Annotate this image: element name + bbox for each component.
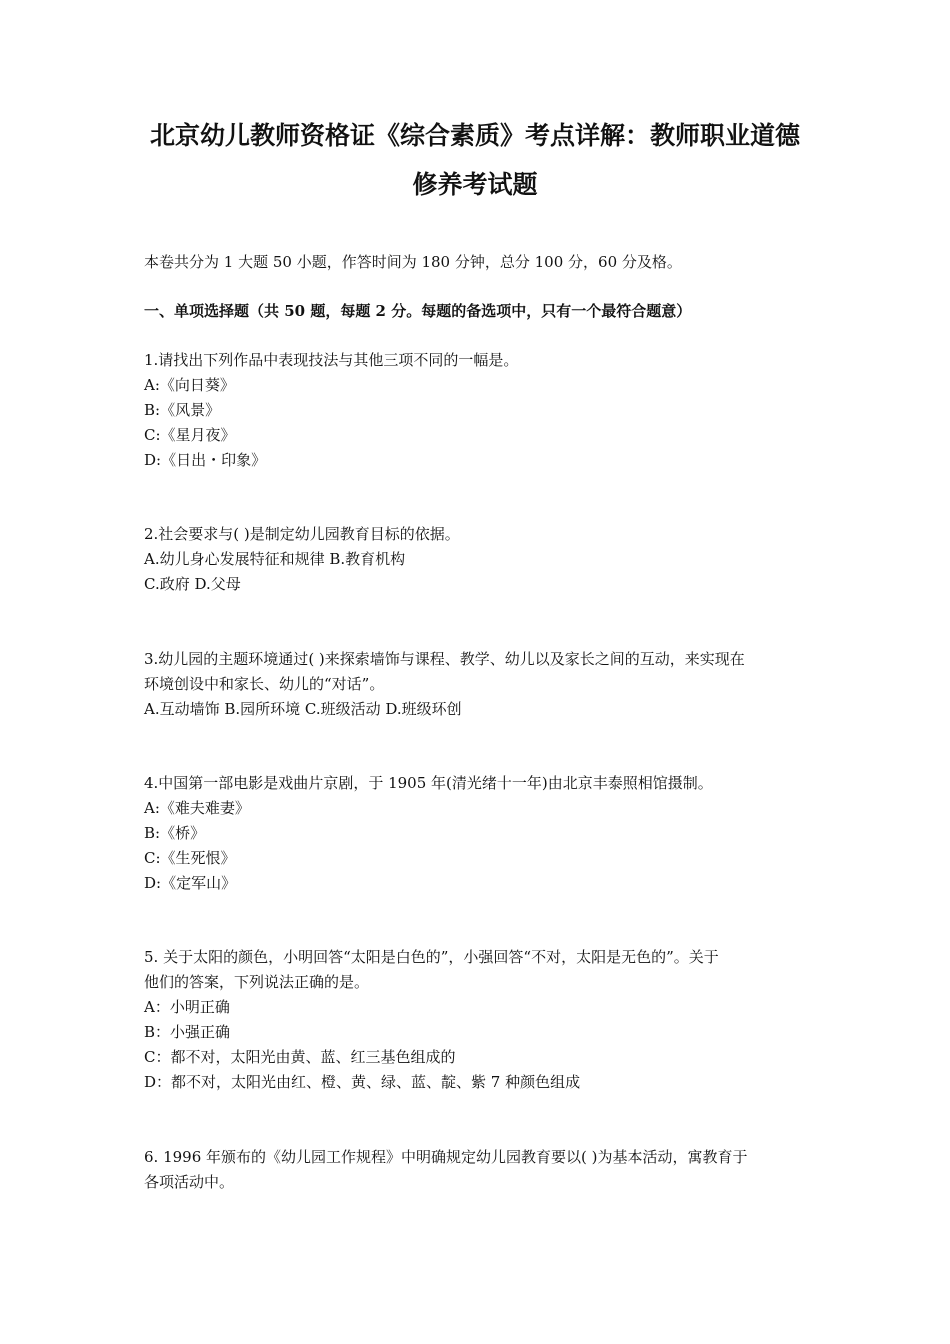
exam-intro: 本卷共分为 1 大题 50 小题，作答时间为 180 分钟，总分 100 分，60 分及格。 [144,253,682,271]
question-6-stem-line-2: 各项活动中。 [144,1173,235,1191]
question-4-option-b: B:《桥》 [144,824,206,842]
question-3-stem-line-1: 3.幼儿园的主题环境通过( )来探索墙饰与课程、教学、幼儿以及家长之间的互动，来实现在 [144,650,745,668]
question-5-option-c: C：都不对，太阳光由黄、蓝、红三基色组成的 [144,1048,456,1066]
question-4-option-d: D:《定军山》 [144,874,237,892]
question-3-stem-line-2: 环境创设中和家长、幼儿的“对话”。 [144,675,385,693]
question-1-option-d: D:《日出・印象》 [144,451,267,469]
question-2-stem: 2.社会要求与( )是制定幼儿园教育目标的依据。 [144,525,460,543]
question-1-stem: 1.请找出下列作品中表现技法与其他三项不同的一幅是。 [144,351,519,369]
question-1-option-a: A:《向日葵》 [144,376,235,394]
question-2-options-line-1: A.幼儿身心发展特征和规律 B.教育机构 [144,550,406,568]
question-2-options-line-2: C.政府 D.父母 [144,575,241,593]
question-4-option-a: A:《难夫难妻》 [144,799,250,817]
question-5-stem-line-2: 他们的答案，下列说法正确的是。 [144,973,370,991]
question-5-option-b: B：小强正确 [144,1023,231,1041]
question-5-option-a: A：小明正确 [144,998,230,1016]
document-title-line-1: 北京幼儿教师资格证《综合素质》考点详解：教师职业道德 [149,121,800,150]
question-1-option-c: C:《星月夜》 [144,426,236,444]
question-3-options: A.互动墙饰 B.园所环境 C.班级活动 D.班级环创 [144,700,462,718]
section-header: 一、单项选择题（共 50 题，每题 2 分。每题的备选项中，只有一个最符合题意） [144,302,692,320]
question-5-option-d: D：都不对，太阳光由红、橙、黄、绿、蓝、靛、紫 7 种颜色组成 [144,1073,581,1091]
question-6-stem-line-1: 6. 1996 年颁布的《幼儿园工作规程》中明确规定幼儿园教育要以( )为基本活动，寓教育于 [144,1148,748,1166]
question-4-option-c: C:《生死恨》 [144,849,236,867]
question-5-stem-line-1: 5. 关于太阳的颜色，小明回答“太阳是白色的”，小强回答“不对，太阳是无色的”。关于 [144,948,719,966]
document-title-line-2: 修养考试题 [412,170,538,199]
question-1-option-b: B:《风景》 [144,401,221,419]
question-4-stem: 4.中国第一部电影是戏曲片京剧，于 1905 年(清光绪十一年)由北京丰泰照相馆摄制。 [144,774,713,792]
